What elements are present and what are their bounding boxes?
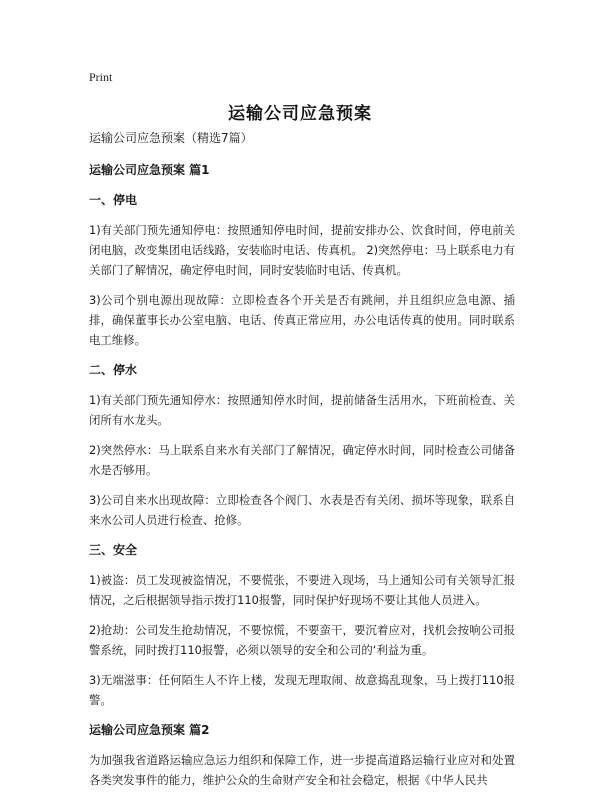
paragraph: 1)有关部门预先通知停电：按照通知停电时间，提前安排办公、饮食时间，停电前关闭电脑，改变集团电话线路，安装临时电话、传真机。 2)突然停电：马上联系电力有关部门了解情况，确定停电时间，同时安装临时电话、传真机。	[89, 223, 515, 277]
article-2-heading: 运输公司应急预案 篇2	[89, 723, 210, 737]
document-body	[89, 128, 515, 800]
paragraph: 3)公司自来水出现故障：立即检查各个阀门、水表是否有关闭、损坏等现象，联系自来水公司人员进行检查、抢修。	[89, 493, 515, 527]
section-security-heading: 三、安全	[89, 543, 138, 557]
paragraph: 1)被盗：员工发现被盗情况，不要慌张，不要进入现场，马上通知公司有关领导汇报情况，之后根据领导指示拨打110报警，同时保护好现场不要让其他人员进入。	[89, 573, 515, 607]
article-1-heading: 运输公司应急预案 篇1	[89, 163, 210, 177]
paragraph: 2)抢劫：公司发生抢劫情况，不要惊慌，不要蛮干，要沉着应对，找机会按响公司报警系统，同时拨打110报警，必须以领导的安全和公司的‘利益为重。	[89, 623, 515, 657]
document-subtitle: 运输公司应急预案（精选7篇）	[89, 131, 253, 145]
paragraph: 为加强我省道路运输应急运力组织和保障工作，进一步提高道路运输行业应对和处置各类突发事件的能力，维护公众的生命财产安全和社会稳定，根据《中华人民共	[89, 753, 515, 787]
paragraph: 2)突然停水：马上联系自来水有关部门了解情况，确定停水时间，同时检查公司储备水是否够用。	[89, 443, 515, 477]
paragraph: 1)有关部门预先通知停水：按照通知停水时间，提前储备生活用水，下班前检查、关闭所有水龙头。	[89, 393, 515, 427]
paragraph: 3)公司个别电源出现故障：立即检查各个开关是否有跳闸，并且组织应急电源、插排，确保董事长办公室电脑、电话、传真正常应用，办公电话传真的使用。同时联系电工维修。	[89, 293, 515, 347]
paragraph: 3)无端滋事：任何陌生人不许上楼，发现无理取闹、故意捣乱现象，马上拨打110报警。	[89, 673, 515, 707]
section-power-outage-heading: 一、停电	[89, 193, 138, 207]
print-label: Print	[89, 70, 113, 84]
section-water-outage-heading: 二、停水	[89, 363, 138, 377]
document-title: 运输公司应急预案	[228, 104, 372, 124]
